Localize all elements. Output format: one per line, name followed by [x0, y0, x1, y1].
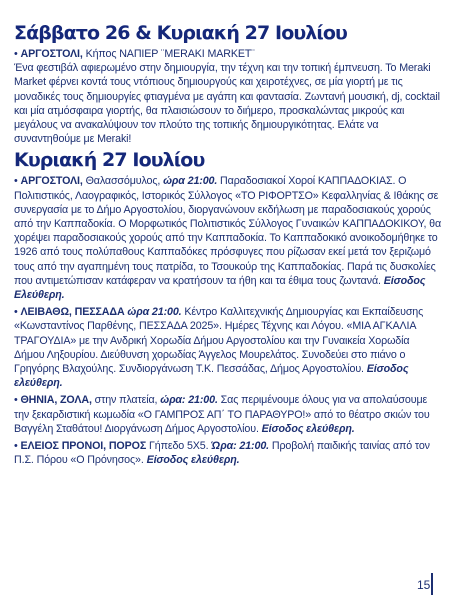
page-number: 15 [417, 578, 431, 592]
event-location: ΑΡΓΟΣΤΟΛΙ, [20, 48, 83, 60]
event-time: ώρα: 21:00. [160, 394, 218, 407]
event-text [14, 174, 442, 302]
event-thinia-zola [14, 393, 442, 436]
bullet-icon: • [14, 48, 18, 60]
page-content [14, 22, 442, 467]
free-entry: Είσοδος ελεύθερη. [261, 422, 355, 435]
event-time: ώρα 21:00. [127, 306, 182, 319]
event-location: ΕΛΕΙΟΣ ΠΡΟΝΟΙ, ΠΟΡΟΣ [20, 440, 147, 453]
event-location: ΘΗΝΙΑ, ΖΟΛΑ, [20, 394, 92, 407]
event-description: Παραδοσιακοί Χοροί ΚΑΠΠΑΔΟΚΙΑΣ. Ο Πολιτιστικός, Λαογραφικός, Ιστορικός Σύλλογος «ΤΟ ΡΙΦΟΡΤΣΟ» Κεφαλληνίας & Ιθάκης σε συνεργασία με το Δήμο Αργοστολίου, διοργανώνουν εκδήλωση με παραδοσιακούς χορούς από την Καππαδοκία. Ο Μορφωτικός Πολιτιστικός Σύλλογος Γυναικών ΚΑΠΠΑΔΟΚΙΚΟΥ, θα χορέψει παραδοσιακούς χορούς από την Καππαδοκία. Το Καππαδοκικό ανοικοδομήθηκε το 1926 από τους πολύπαθους Καππαδόκες πρόσφυγες που ρίζωσαν εκεί μετά τον ξεριζωμό τους από την αγαπημένη τους πατρίδα, το Τσουκούρ της Καππαδοκίας. Παρά τις δυσκολίες που αντιμετώπισαν κατάφεραν να κρατήσουν τα ήθη και τα έθιμα τους ζωντανά. [14, 175, 442, 287]
event-location: ΑΡΓΟΣΤΟΛΙ, [20, 175, 83, 188]
event-time: ώρα 21:00. [163, 175, 218, 188]
bullet-icon: • [14, 175, 18, 188]
event-description: Προβολή παιδικής ταινίας από τον Π.Σ. Πόρου «Ο Πρόνησος». [14, 440, 430, 467]
event-venue: Θαλασσόμυλος, [82, 175, 164, 188]
event-description: Σας περιμένουμε όλους για να απολαύσουμε την ξεκαρδιστική κωμωδία «Ο ΓΑΜΠΡΟΣ ΑΠ΄ ΤΟ ΠΑΡΑΘΥΡΟ!» από το θέατρο σκιών του Βαγγέλη Σταθάτου! Διοργάνωση Δήμος Αργοστολίου. [14, 394, 430, 435]
bullet-icon: • [14, 394, 18, 407]
event-location: ΛΕΙΒΑΘΩ, ΠΕΣΣΑΔΑ [20, 306, 125, 319]
event-leivatho-pessada [14, 305, 442, 390]
event-argostoli-kappadokia [14, 174, 442, 302]
event-venue: Γήπεδο 5Χ5. [146, 440, 212, 453]
heading-saturday-sunday: Σάββατο 26 & Κυριακή 27 Ιουλίου [14, 22, 347, 44]
free-entry: Είσοδος ελεύθερη. [146, 454, 240, 467]
event-argostoli-meraki [14, 47, 442, 146]
event-text [14, 393, 442, 436]
event-eleios-pronoi-poros [14, 439, 442, 467]
event-venue: Κήπος ΝΑΠΙΕΡ ¨MERAKI MARKET¨ [82, 48, 255, 60]
page-number-divider [431, 573, 433, 595]
event-time: Ώρα: 21:00. [211, 440, 269, 453]
event-description: Κέντρο Καλλιτεχνικής Δημιουργίας και Εκπαίδευσης «Κωνσταντίνος Παρθένης, ΠΕΣΣΑΔΑ 2025». Ημέρες Τέχνης και Λόγου. «ΜΙΑ ΑΓΚΑΛΙΑ ΤΡΑΓΟΥΔΙΑ» με την Ανδρική Χορωδία Δήμου Αργοστολίου και την Γυναικεία Χορωδία Δήμου Ληξουρίου. Διεύθυνση χορωδίας Άγγελος Μουρελάτος. Συνοδεύει στο πιάνο ο Γρηγόρης Βλαχούλης. Συνδιοργάνωση Τ.Κ. Πεσσάδας, Δήμος Αργοστολίου. [14, 306, 424, 376]
heading-sunday: Κυριακή 27 Ιουλίου [14, 149, 205, 172]
bullet-icon: • [14, 306, 18, 319]
event-line [14, 47, 442, 61]
event-description: Ένα φεστιβάλ αφιερωμένο στην δημιουργία, την τέχνη και την τοπική έμπνευση. Το Meraki Market φέρνει κοντά τους ντόπιους δημιουργούς και χειροτέχνες, σε μία γιορτή με τις μοναδικές τους δημιουργίες φτιαγμένα με αγάπη και φαντασία. Ζωντανή μουσική, dj, cocktail και μία ατμόσφαιρα γιορτής, θα πλαισιώσουν το διήμερο, προσκαλώντας μικρούς και μεγάλους να ανακαλύψουν τον πλούτο της τοπικής δημιουργικότητας. Ελάτε να συναντηθούμε με Meraki! [14, 62, 440, 146]
free-entry: Είσοδος ελεύθερη. [14, 363, 409, 390]
bullet-icon: • [14, 440, 18, 453]
free-entry: Είσοδος Ελεύθερη. [14, 274, 426, 302]
event-text [14, 439, 442, 467]
event-text [14, 305, 442, 390]
event-venue: στην πλατεία, [91, 394, 161, 407]
